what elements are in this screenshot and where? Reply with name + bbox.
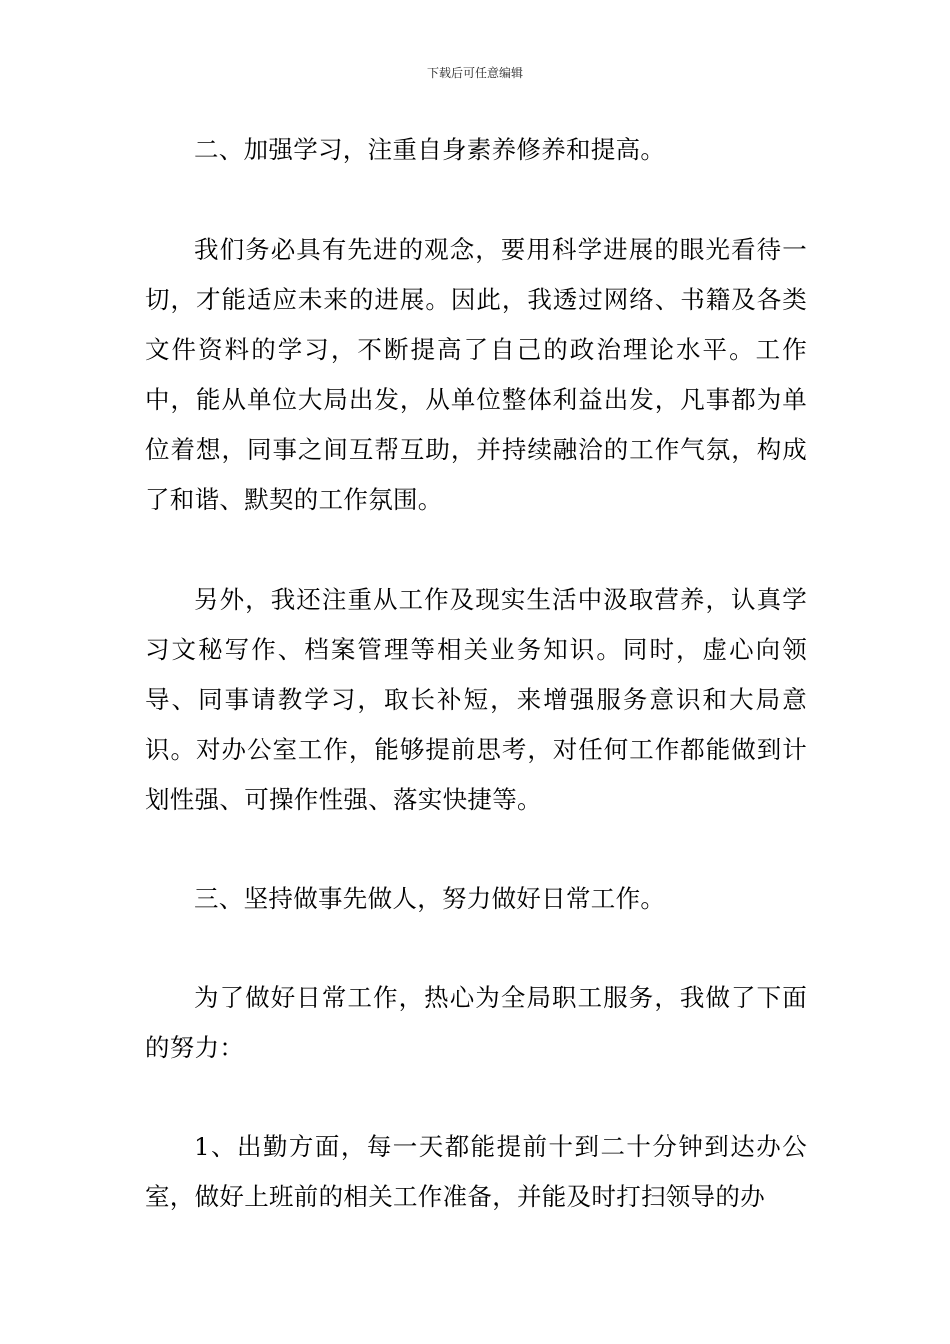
page-header: 下载后可任意编辑: [426, 66, 523, 80]
heading-section-3: 三、坚持做事先做人，努力做好日常工作。: [194, 884, 666, 913]
paragraph-learning: 另外，我还注重从工作及现实生活中汲取营养，认真学习文秘写作、档案管理等相关业务知识。同时，虚心向领导、同事请教学习，取长补短，来增强服务意识和大局意识。对办公室工作，能够提前思考，对任何工作都能做到计划性强、可操作性强、落实快捷等。: [145, 585, 807, 814]
paragraph-daily-work: 为了做好日常工作，热心为全局职工服务，我做了下面的努力：: [145, 983, 807, 1062]
paragraph-concepts: 我们务必具有先进的观念，要用科学进展的眼光看待一切，才能适应未来的进展。因此，我透过网络、书籍及各类文件资料的学习，不断提高了自己的政治理论水平。工作中，能从单位大局出发，从单位整体利益出发，凡事都为单位着想，同事之间互帮互助，并持续融洽的工作气氛，构成了和谐、默契的工作氛围。: [145, 235, 807, 514]
paragraph-attendance: 1、出勤方面，每一天都能提前十到二十分钟到达办公室，做好上班前的相关工作准备，并能及时打扫领导的办: [145, 1132, 807, 1211]
heading-section-2: 二、加强学习，注重自身素养修养和提高。: [194, 135, 666, 164]
